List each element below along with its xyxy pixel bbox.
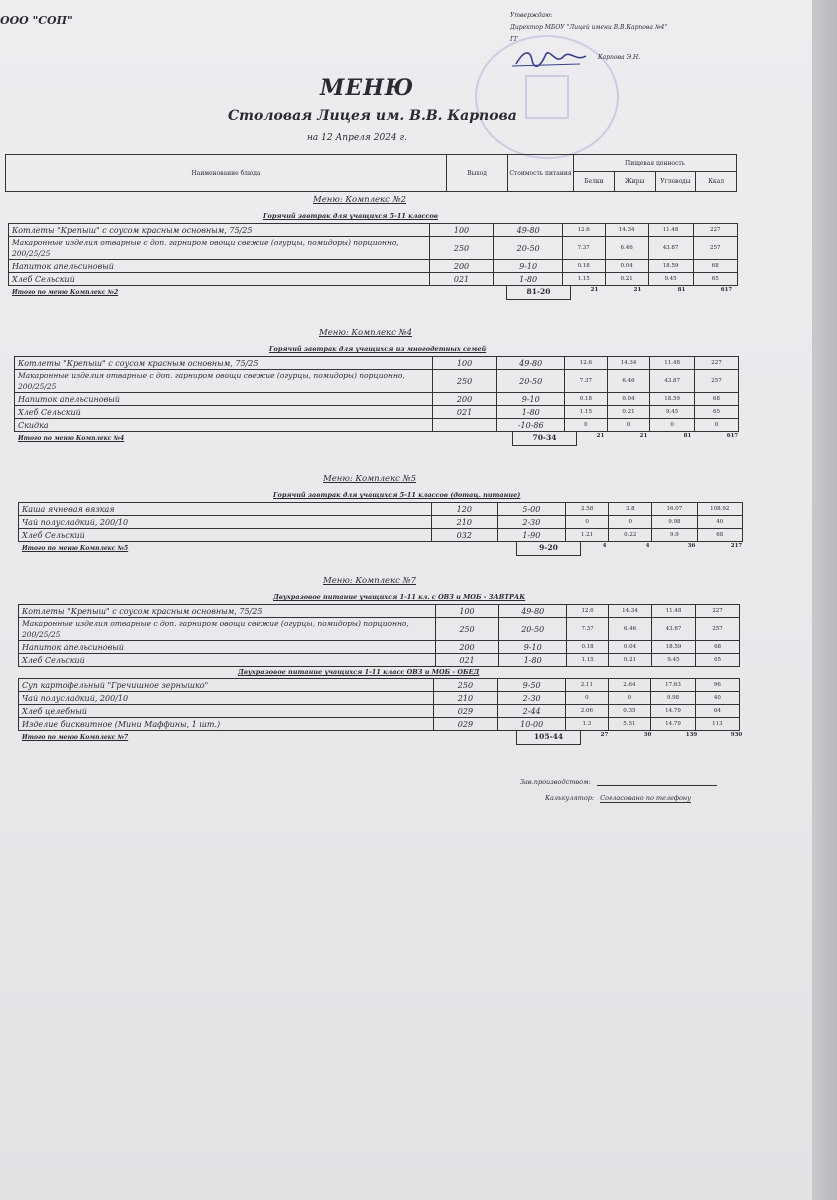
dish-kcal: 65 xyxy=(693,273,737,286)
table-row xyxy=(19,605,740,618)
section-total-label: Итого по меню Комплекс №4 xyxy=(18,435,125,442)
total-carbs: 81 xyxy=(677,287,686,293)
dish-yield xyxy=(432,419,496,432)
section-total-cost: 9-20 xyxy=(516,541,581,556)
dish-protein: 0.18 xyxy=(566,641,608,654)
dish-yield: 200 xyxy=(429,260,494,273)
table-row xyxy=(19,641,740,654)
section-subtitle: Горячий завтрак для учащихся из многодетных семей xyxy=(269,345,487,353)
section-title: Меню: Комплекс №5 xyxy=(323,474,417,484)
dish-yield: 120 xyxy=(432,503,498,516)
table-row xyxy=(19,679,740,692)
page-title: МЕНЮ xyxy=(320,75,415,101)
menu-table xyxy=(18,604,740,667)
table-row xyxy=(9,224,738,237)
approval-line2: ГГ xyxy=(510,36,518,43)
dish-kcal: 68 xyxy=(693,260,737,273)
dish-yield: 029 xyxy=(433,705,498,718)
approval-name: Карпова Э.Н. xyxy=(598,54,641,61)
col-header-nutrition xyxy=(574,155,736,191)
dish-cost: 1-80 xyxy=(497,406,565,419)
col-header-carbs: Углеводы xyxy=(656,172,697,191)
dish-name: Каша ячневая вязкая xyxy=(19,503,432,516)
dish-name: Суп картофельный "Гречишное зернышко" xyxy=(19,679,434,692)
dish-carbs: 9.9 xyxy=(652,529,697,542)
total-kcal: 930 xyxy=(730,732,743,738)
dish-protein: 1.15 xyxy=(566,654,608,667)
dish-cost: 5-00 xyxy=(497,503,566,516)
dish-protein: 7.37 xyxy=(562,237,605,260)
dish-name: Котлеты "Крепыш" с соусом красным основным, 75/25 xyxy=(9,224,430,237)
table-row xyxy=(19,503,743,516)
dish-cost: 20-50 xyxy=(499,618,566,641)
dish-carbs: 16.07 xyxy=(652,503,697,516)
dish-fat: 14.34 xyxy=(605,224,648,237)
dish-cost: -10-86 xyxy=(497,419,565,432)
total-carbs: 139 xyxy=(685,732,698,738)
table-row xyxy=(9,273,738,286)
dish-carbs: 17.63 xyxy=(651,679,696,692)
dish-protein: 12.6 xyxy=(565,357,607,370)
dish-fat: 0 xyxy=(607,419,650,432)
table-row xyxy=(15,357,739,370)
dish-protein: 0.18 xyxy=(562,260,605,273)
approval-director: Директор МБОУ "Лицей имени В.В.Карпова №4" xyxy=(510,24,668,31)
dish-protein: 0 xyxy=(566,516,609,529)
dish-fat: 2.64 xyxy=(608,679,651,692)
dish-protein: 1.3 xyxy=(566,718,609,731)
section-total-nutrition xyxy=(579,433,755,439)
total-fat: 4 xyxy=(645,543,650,549)
col-header-kcal: Ккал xyxy=(708,178,725,185)
dish-carbs: 11.48 xyxy=(651,605,695,618)
dish-name: Хлеб Сельский xyxy=(19,529,432,542)
dish-protein: 0.18 xyxy=(565,393,607,406)
dish-cost: 9-10 xyxy=(497,393,565,406)
dish-kcal: 113 xyxy=(695,718,739,731)
dish-yield: 100 xyxy=(432,357,496,370)
dish-name: Напиток апельсиновый xyxy=(9,260,430,273)
dish-name: Макаронные изделия отварные с доп. гарниром овощи свежие (огурцы, помидоры) порционно, 200/25/25 xyxy=(9,237,430,260)
dish-kcal: 257 xyxy=(694,370,738,393)
dish-kcal: 257 xyxy=(696,618,740,641)
dish-fat: 14.34 xyxy=(609,605,652,618)
table-row xyxy=(19,692,740,705)
section-title: Меню: Комплекс №4 xyxy=(319,328,413,338)
dish-cost: 1-90 xyxy=(497,529,566,542)
section-total-nutrition xyxy=(573,287,749,293)
production-signature-field xyxy=(520,778,717,786)
dish-fat: 6.46 xyxy=(609,618,652,641)
dish-cost: 1-80 xyxy=(499,654,566,667)
dish-carbs: 14.79 xyxy=(651,718,696,731)
menu-table xyxy=(18,678,740,731)
dish-cost: 2-30 xyxy=(498,692,566,705)
section-total-cost: 105-44 xyxy=(516,730,581,745)
dish-name: Макаронные изделия отварные с доп. гарниром овощи свежие (огурцы, помидоры) порционно, 200/25/25 xyxy=(19,618,436,641)
section-total-cost: 70-34 xyxy=(512,431,577,446)
table-row xyxy=(15,406,739,419)
dish-carbs: 14.79 xyxy=(651,705,696,718)
dish-name: Хлеб Сельский xyxy=(15,406,433,419)
dish-protein: 1.21 xyxy=(566,529,609,542)
dish-kcal: 65 xyxy=(696,654,740,667)
dish-cost: 2-44 xyxy=(498,705,566,718)
dish-cost: 2-30 xyxy=(497,516,566,529)
total-fat: 30 xyxy=(643,732,652,738)
table-row xyxy=(19,718,740,731)
dish-fat: 0.04 xyxy=(609,641,652,654)
total-kcal: 617 xyxy=(720,287,733,293)
dish-fat: 0 xyxy=(608,692,651,705)
dish-yield: 250 xyxy=(433,679,498,692)
section-subtitle: Горячий завтрак для учащихся 5-11 классов (дотац. питание) xyxy=(273,491,521,499)
dish-kcal: 257 xyxy=(693,237,737,260)
section-subtitle: Двухразовое питание учащихся 1-11 кл. с ОВЗ и МОБ - ЗАВТРАК xyxy=(273,593,526,601)
section-title: Меню: Комплекс №7 xyxy=(323,576,417,586)
dish-yield: 200 xyxy=(435,641,499,654)
dish-yield: 021 xyxy=(435,654,499,667)
section-subtitle-2: Двухразовое питание учащихся 1-11 класс ОВЗ и МОБ - ОБЕД xyxy=(238,668,480,676)
dish-yield: 210 xyxy=(433,692,498,705)
dish-yield: 250 xyxy=(435,618,499,641)
dish-protein: 1.15 xyxy=(562,273,605,286)
menu-date: на 12 Апреля 2024 г. xyxy=(307,133,407,143)
dish-carbs: 9.98 xyxy=(652,516,697,529)
calculator-field xyxy=(545,794,691,803)
total-kcal: 217 xyxy=(730,543,743,549)
table-row xyxy=(19,516,743,529)
dish-yield: 210 xyxy=(432,516,498,529)
dish-kcal: 68 xyxy=(696,641,740,654)
dish-name: Скидка xyxy=(15,419,433,432)
dish-yield: 100 xyxy=(429,224,494,237)
dish-carbs: 9.45 xyxy=(648,273,693,286)
dish-protein: 0 xyxy=(565,419,607,432)
dish-kcal: 0 xyxy=(694,419,738,432)
menu-table xyxy=(8,223,738,286)
menu-table xyxy=(18,502,743,542)
col-header-name: Наименование блюда xyxy=(6,155,447,191)
dish-name: Котлеты "Крепыш" с соусом красным основным, 75/25 xyxy=(15,357,433,370)
dish-yield: 200 xyxy=(432,393,496,406)
dish-fat: 0.21 xyxy=(607,406,650,419)
table-row xyxy=(19,529,743,542)
dish-carbs: 18.59 xyxy=(648,260,693,273)
total-protein: 27 xyxy=(600,732,609,738)
table-row xyxy=(19,618,740,641)
dish-kcal: 108.92 xyxy=(697,503,743,516)
dish-cost: 49-80 xyxy=(494,224,562,237)
dish-fat: 0.22 xyxy=(609,529,652,542)
dish-name: Чай полусладкий, 200/10 xyxy=(19,692,434,705)
table-row xyxy=(19,705,740,718)
dish-fat: 5.51 xyxy=(608,718,651,731)
col-header-protein: Белки xyxy=(574,172,615,191)
table-row xyxy=(15,419,739,432)
dish-carbs: 9.45 xyxy=(650,406,695,419)
dish-carbs: 0 xyxy=(650,419,695,432)
menu-table xyxy=(14,356,739,432)
dish-name: Изделие бисквитное (Мини Маффины, 1 шт.) xyxy=(19,718,434,731)
col-header-cost: Стоимость питания xyxy=(508,155,574,191)
dish-name: Хлеб Сельский xyxy=(9,273,430,286)
calculator-label: Калькулятор: xyxy=(545,794,595,802)
dish-yield: 021 xyxy=(429,273,494,286)
dish-fat: 14.34 xyxy=(607,357,650,370)
production-line xyxy=(597,785,717,786)
dish-carbs: 11.48 xyxy=(650,357,695,370)
dish-fat: 6.46 xyxy=(607,370,650,393)
dish-kcal: 96 xyxy=(695,679,739,692)
dish-protein: 2.06 xyxy=(566,705,609,718)
dish-protein: 1.15 xyxy=(565,406,607,419)
total-carbs: 81 xyxy=(683,433,692,439)
dish-carbs: 43.87 xyxy=(651,618,695,641)
dish-carbs: 43.87 xyxy=(648,237,693,260)
total-protein: 21 xyxy=(596,433,605,439)
dish-kcal: 68 xyxy=(697,529,743,542)
dish-name: Хлеб Сельский xyxy=(19,654,436,667)
dish-cost: 9-10 xyxy=(499,641,566,654)
dish-yield: 100 xyxy=(435,605,499,618)
dish-kcal: 68 xyxy=(694,393,738,406)
table-row xyxy=(15,370,739,393)
dish-protein: 7.37 xyxy=(566,618,608,641)
dish-cost: 10-00 xyxy=(498,718,566,731)
total-protein: 4 xyxy=(602,543,607,549)
dish-name: Котлеты "Крепыш" с соусом красным основным, 75/25 xyxy=(19,605,436,618)
dish-carbs: 18.59 xyxy=(651,641,695,654)
column-header-table xyxy=(5,154,737,192)
handwritten-signature xyxy=(510,46,590,70)
dish-fat: 0.21 xyxy=(605,273,648,286)
dish-protein: 2.11 xyxy=(566,679,609,692)
dish-name: Макаронные изделия отварные с доп. гарниром овощи свежие (огурцы, помидоры) порционно, 200/25/25 xyxy=(15,370,433,393)
production-label: Зав.производством: xyxy=(520,778,591,786)
dish-cost: 20-50 xyxy=(494,237,562,260)
dish-protein: 2.58 xyxy=(566,503,609,516)
dish-yield: 250 xyxy=(432,370,496,393)
dish-carbs: 43.87 xyxy=(650,370,695,393)
dish-carbs: 18.59 xyxy=(650,393,695,406)
total-fat: 21 xyxy=(639,433,648,439)
approval-block xyxy=(510,10,740,70)
total-kcal: 617 xyxy=(726,433,739,439)
section-total-nutrition xyxy=(583,543,759,549)
section-total-nutrition xyxy=(583,732,759,738)
dish-fat: 0.21 xyxy=(609,654,652,667)
dish-protein: 7.37 xyxy=(565,370,607,393)
table-row xyxy=(9,260,738,273)
dish-name: Чай полусладкий, 200/10 xyxy=(19,516,432,529)
dish-cost: 49-80 xyxy=(499,605,566,618)
total-carbs: 36 xyxy=(687,543,696,549)
approval-title: Утверждаю: xyxy=(510,12,553,19)
table-row xyxy=(15,393,739,406)
col-header-nutrition-title: Пищевая ценность xyxy=(574,155,736,172)
page-subtitle: Столовая Лицея им. В.В. Карпова xyxy=(228,108,517,124)
dish-yield: 029 xyxy=(433,718,498,731)
section-total-label: Итого по меню Комплекс №5 xyxy=(22,545,129,552)
dish-cost: 9-10 xyxy=(494,260,562,273)
dish-carbs: 9.98 xyxy=(651,692,696,705)
dish-yield: 021 xyxy=(432,406,496,419)
page-edge xyxy=(812,0,837,1200)
table-row xyxy=(9,237,738,260)
dish-kcal: 65 xyxy=(694,406,738,419)
calculator-value: Согласовано по телефону xyxy=(600,794,691,802)
dish-yield: 250 xyxy=(429,237,494,260)
section-title: Меню: Комплекс №2 xyxy=(313,195,407,205)
section-total-cost: 81-20 xyxy=(506,285,571,300)
dish-cost: 9-50 xyxy=(498,679,566,692)
organization-name: ООО "СОП" xyxy=(0,14,73,27)
dish-protein: 0 xyxy=(566,692,609,705)
dish-kcal: 40 xyxy=(695,692,739,705)
section-subtitle: Горячий завтрак для учащихся 5-11 классов xyxy=(263,212,439,220)
dish-name: Хлеб целебный xyxy=(19,705,434,718)
dish-fat: 0.04 xyxy=(607,393,650,406)
dish-fat: 0 xyxy=(609,516,652,529)
dish-cost: 49-80 xyxy=(497,357,565,370)
dish-protein: 12.6 xyxy=(562,224,605,237)
dish-kcal: 227 xyxy=(693,224,737,237)
dish-name: Напиток апельсиновый xyxy=(19,641,436,654)
dish-fat: 3.8 xyxy=(609,503,652,516)
dish-kcal: 227 xyxy=(694,357,738,370)
dish-protein: 12.6 xyxy=(566,605,608,618)
table-row xyxy=(19,654,740,667)
dish-kcal: 40 xyxy=(697,516,743,529)
dish-cost: 20-50 xyxy=(497,370,565,393)
col-header-fat: Жиры xyxy=(615,172,656,191)
dish-kcal: 64 xyxy=(695,705,739,718)
dish-kcal: 227 xyxy=(696,605,740,618)
dish-fat: 0.35 xyxy=(608,705,651,718)
section-total-label: Итого по меню Комплекс №2 xyxy=(12,289,119,296)
dish-yield: 032 xyxy=(432,529,498,542)
approval-signature-row xyxy=(510,46,740,70)
dish-carbs: 9.45 xyxy=(651,654,695,667)
total-fat: 21 xyxy=(633,287,642,293)
dish-name: Напиток апельсиновый xyxy=(15,393,433,406)
dish-fat: 0.04 xyxy=(605,260,648,273)
dish-fat: 6.46 xyxy=(605,237,648,260)
dish-carbs: 11.48 xyxy=(648,224,693,237)
col-header-yield: Выход xyxy=(447,155,508,191)
section-total-label: Итого по меню Комплекс №7 xyxy=(22,734,129,741)
total-protein: 21 xyxy=(590,287,599,293)
dish-cost: 1-80 xyxy=(494,273,562,286)
